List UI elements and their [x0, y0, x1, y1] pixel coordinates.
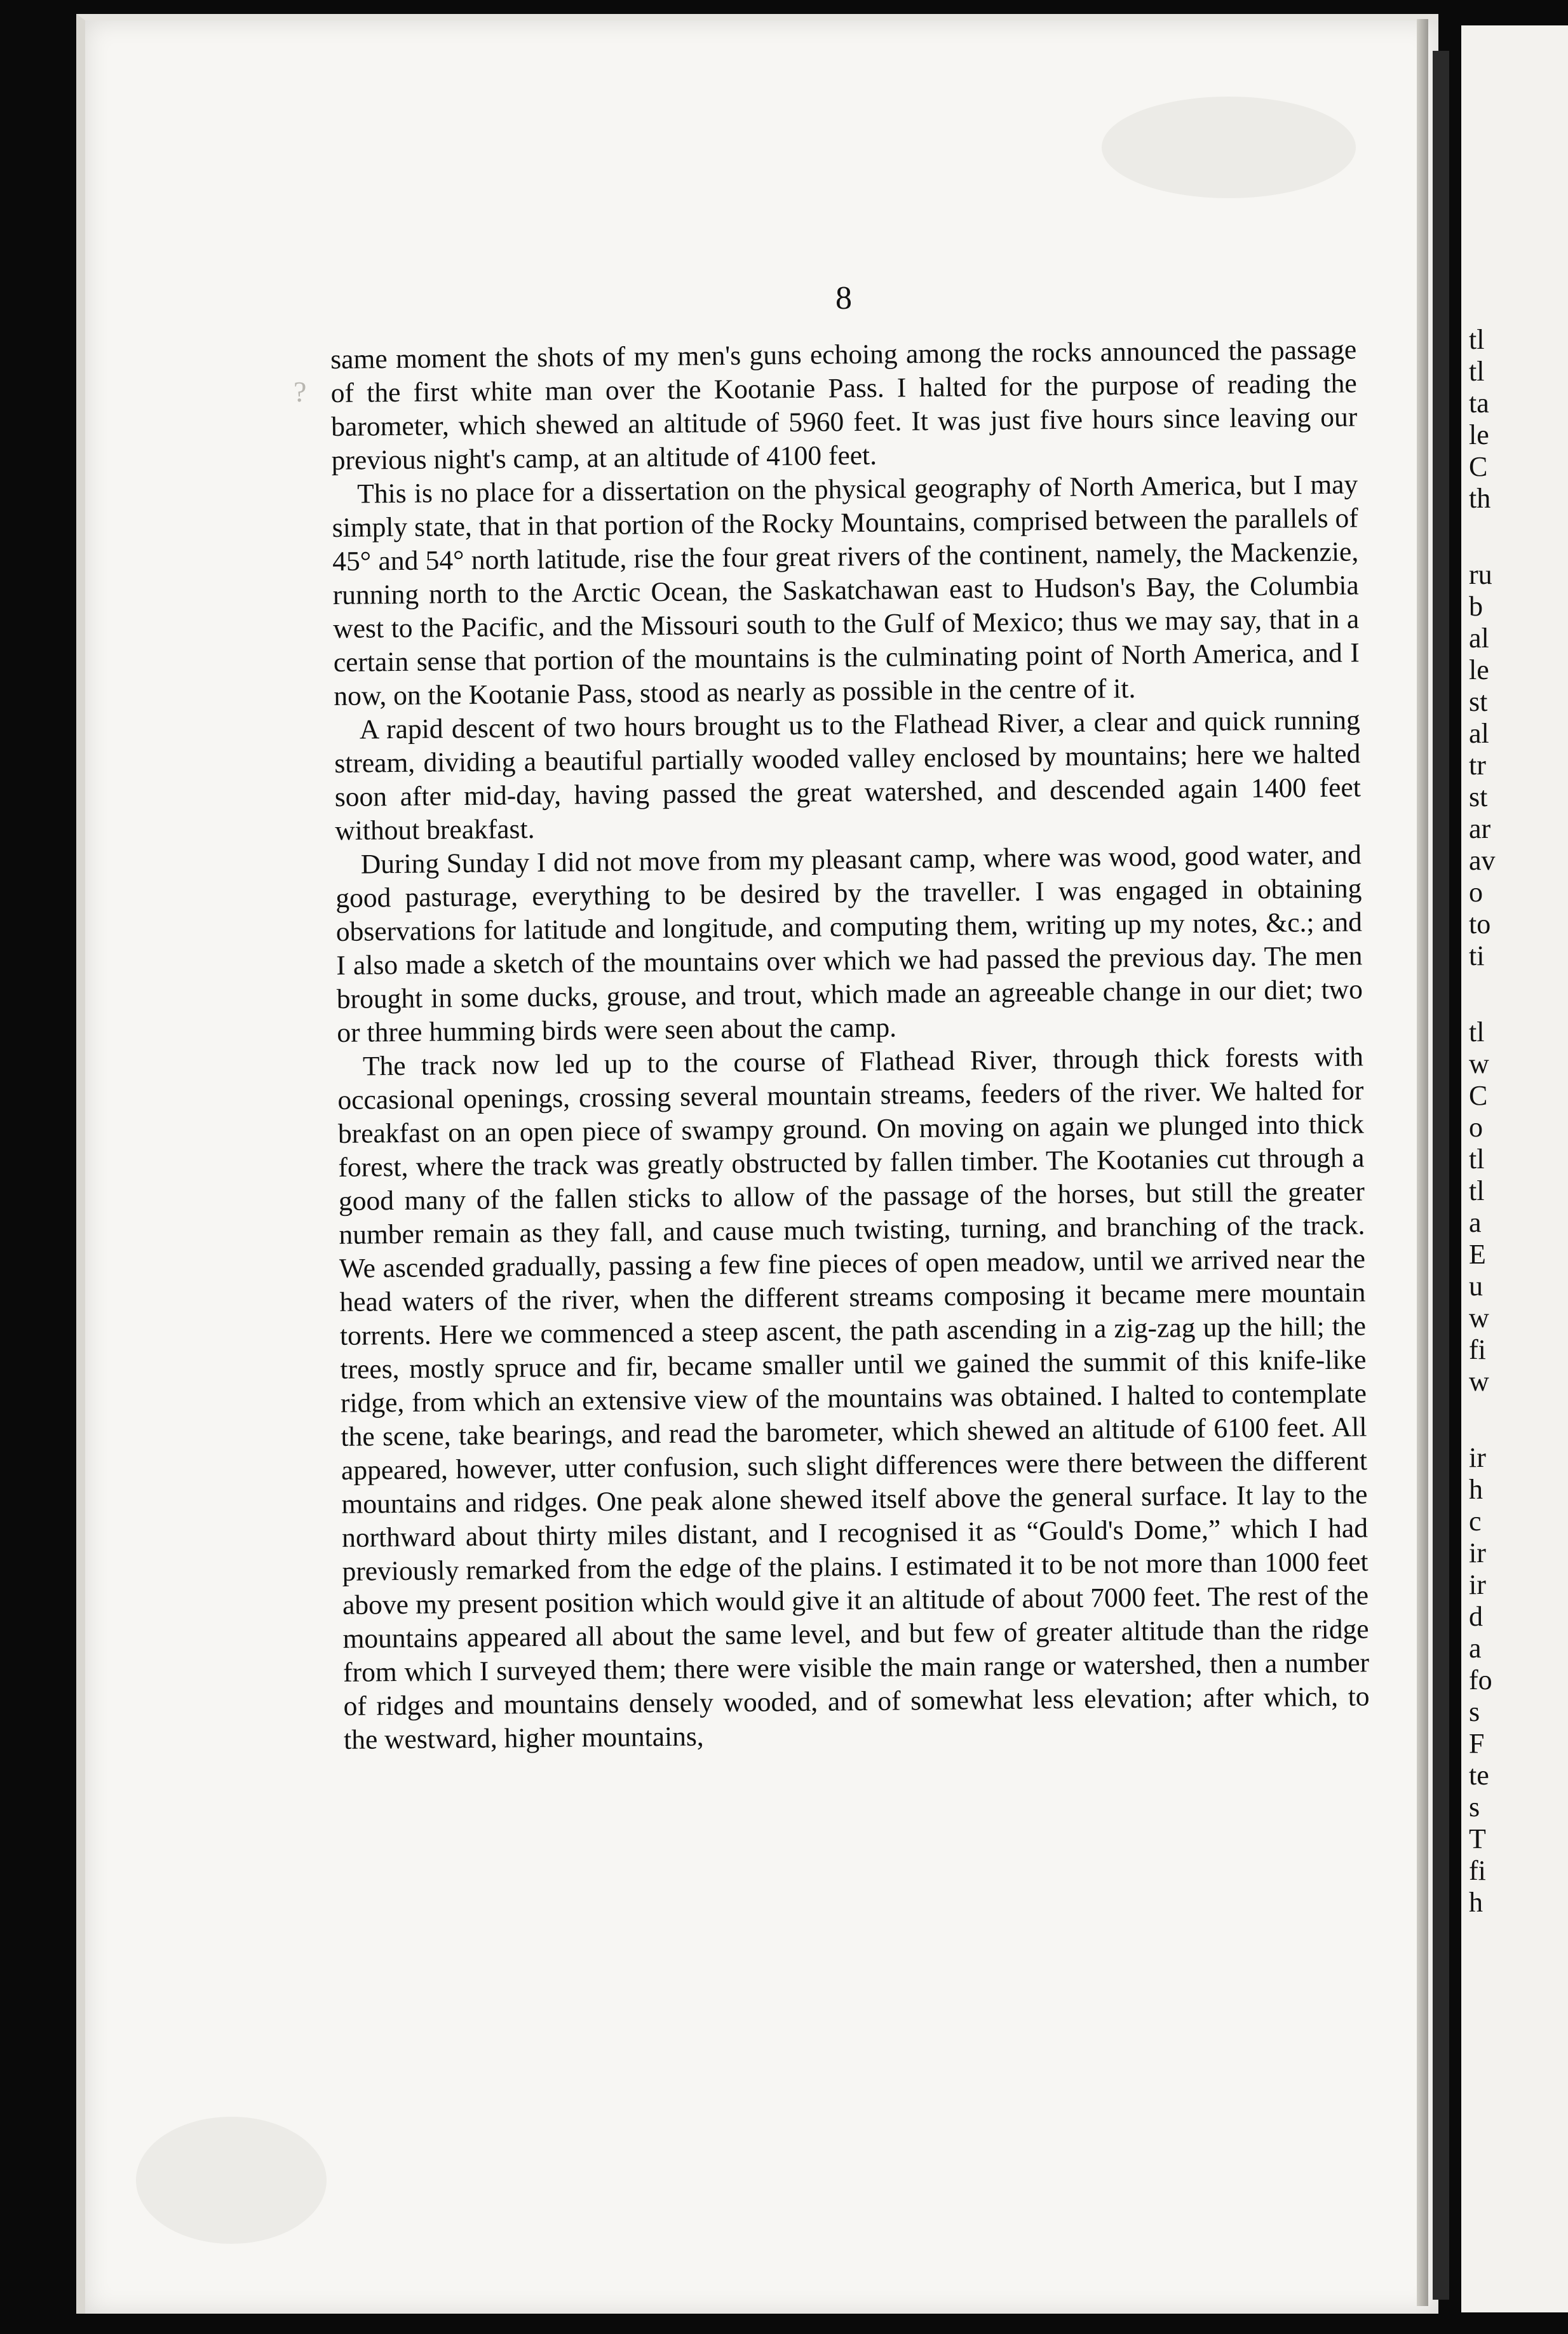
right-page-fragment: ti: [1469, 940, 1485, 971]
right-page-fragment: E: [1469, 1239, 1486, 1270]
paragraph: This is no place for a dissertation on the physical geography of North America, but I may simply state, that in that portion of the Rocky Mountains, comprised between the parallels of 45° and 54° north latitude, rise the four great rivers of the continent, namely, the Mackenzie, running north to the Arctic Ocean, the Saskatchawan east to Hudson's Bay, the Columbia west to the Pacific, and the Missouri south to the Gulf of Mexico; thus we may say, that in a certain sense that portion of the mountains is the culminating point of North America, and I now, on the Kootanie Pass, stood as nearly as possible in the centre of it.: [332, 469, 1360, 712]
right-page-fragment: b: [1469, 591, 1483, 622]
right-page-fragment: al: [1469, 623, 1489, 654]
right-page-fragment: tl: [1469, 1143, 1485, 1175]
right-page-fragment: av: [1469, 845, 1496, 876]
right-page-fragment: d: [1469, 1601, 1483, 1632]
book-gutter: [1433, 51, 1449, 2300]
right-page-fragment: F: [1469, 1728, 1485, 1759]
right-page-fragment: ta: [1469, 388, 1489, 419]
right-page-fragment: fo: [1469, 1664, 1492, 1696]
right-page-fragment: C: [1469, 1080, 1488, 1111]
paragraph: During Sunday I did not move from my pleasant camp, where was wood, good water, and good pasturage, everything to be desired by the traveller. I was engaged in obtaining observations for latitude and longitude, and computing them, writing up my notes, &c.; and I also made a sketch of the mountains over which we had passed the previous day. The men brought in some ducks, grouse, and trout, which made an agreeable change in our diet; two or three humming birds were seen about the camp.: [335, 839, 1363, 1048]
right-page-fragment: fi: [1469, 1334, 1486, 1365]
right-page-fragment: o: [1469, 1112, 1483, 1143]
paragraph: A rapid descent of two hours brought us to the Flathead River, a clear and quick running stream, dividing a beautiful partially wooded valley enclosed by mountains; here we halted soon after mid-day, having passed the great watershed, and descended again 1400 feet without breakfast.: [334, 705, 1362, 846]
page-number: 8: [835, 280, 852, 316]
right-page-fragment: fi: [1469, 1855, 1486, 1886]
right-page-fragment: ar: [1469, 813, 1491, 844]
right-page-fragment: th: [1469, 483, 1491, 514]
right-page-fragment: u: [1469, 1271, 1483, 1302]
right-page-fragment: C: [1469, 451, 1488, 482]
paragraph: The track now led up to the course of Flathead River, through thick forests with occasional openings, crossing several mountain streams, feeders of the river. We halted for breakfast on an open piece of swampy ground. On moving on again we plunged into thick forest, where the track was greatly obstructed by fallen timber. The Kootanies cut through a good many of the fallen sticks to allow of the passage of the horses, but still the greater number remain as they fall, and cause much twisting, turning, and branching of the track. We ascended gradually, passing a few fine pieces of open meadow, until we arrived near the head waters of the river, when the different streams composing it became mere mountain torrents. Here we commenced a steep ascent, the path ascending in a zig-zag up the hill; the trees, mostly spruce and fir, became smaller until we gained the summit of this knife-like ridge, from which an extensive view of the mountains was obtained. I halted to contemplate the scene, take bearings, and read the barometer, which shewed an altitude of 6100 feet. All appeared, however, utter confusion, such slight differences were there between the different mountains and ridges. One peak alone shewed itself above the general surface. It lay to the northward about thirty miles distant, and I recognised it as “Gould's Dome,” which I had previously remarked from the edge of the plains. I estimated it to be not more than 1000 feet above my present position which would give it an altitude of about 7000 feet. The rest of the mountains appeared all about the same level, and but few of greater altitude than the ridge from which I surveyed them; there were visible the main range or watershed, then a number of ridges and mountains densely wooded, and of somewhat less elevation; after which, to the westward, higher mountains,: [337, 1041, 1370, 1755]
right-page-fragment: tl: [1469, 356, 1485, 387]
right-page-fragment: to: [1469, 908, 1491, 940]
right-page-fragment: ir: [1469, 1569, 1486, 1600]
right-page-fragment: al: [1469, 718, 1489, 749]
right-page-fragment: tr: [1469, 750, 1486, 781]
right-page-fragment: st: [1469, 686, 1488, 717]
right-page-fragment: tl: [1469, 1175, 1485, 1206]
right-page-fragment: h: [1469, 1474, 1483, 1505]
page-edge: [1417, 19, 1428, 2306]
right-page-fragment: ir: [1469, 1537, 1486, 1568]
right-page-fragment: o: [1469, 877, 1483, 908]
right-page-fragment: tl: [1469, 1016, 1485, 1048]
right-page-fragment: a: [1469, 1633, 1482, 1664]
margin-annotation: ?: [294, 375, 307, 408]
paper-stain: [136, 2117, 327, 2244]
right-page-fragment: st: [1469, 781, 1488, 813]
right-page-fragment: h: [1469, 1887, 1483, 1918]
right-page-fragment: w: [1469, 1366, 1489, 1397]
right-page-fragment: te: [1469, 1760, 1489, 1791]
right-page: [1461, 25, 1568, 2312]
right-page-fragment: c: [1469, 1506, 1482, 1537]
right-page-fragment: a: [1469, 1207, 1482, 1238]
right-page-fragment: ir: [1469, 1442, 1486, 1473]
paragraph: same moment the shots of my men's guns echoing among the rocks announced the passage of the first white man over the Kootanie Pass. I halted for the purpose of reading the barometer, which shewed an altitude of 5960 feet. It was just five hours since leaving our previous night's camp, at an altitude of 4100 feet.: [330, 334, 1358, 476]
right-page-fragment: le: [1469, 419, 1489, 450]
right-page-fragment: s: [1469, 1791, 1480, 1823]
right-page-fragment: le: [1469, 654, 1489, 685]
right-page-fragment: T: [1469, 1823, 1486, 1854]
paper-stain: [1102, 97, 1356, 198]
right-page-fragment: w: [1469, 1302, 1489, 1333]
body-text: [330, 333, 1370, 1757]
right-page-fragment: s: [1469, 1696, 1480, 1727]
right-page-fragment: ru: [1469, 559, 1492, 590]
right-page-fragment: tl: [1469, 324, 1485, 355]
right-page-fragment: w: [1469, 1048, 1489, 1079]
